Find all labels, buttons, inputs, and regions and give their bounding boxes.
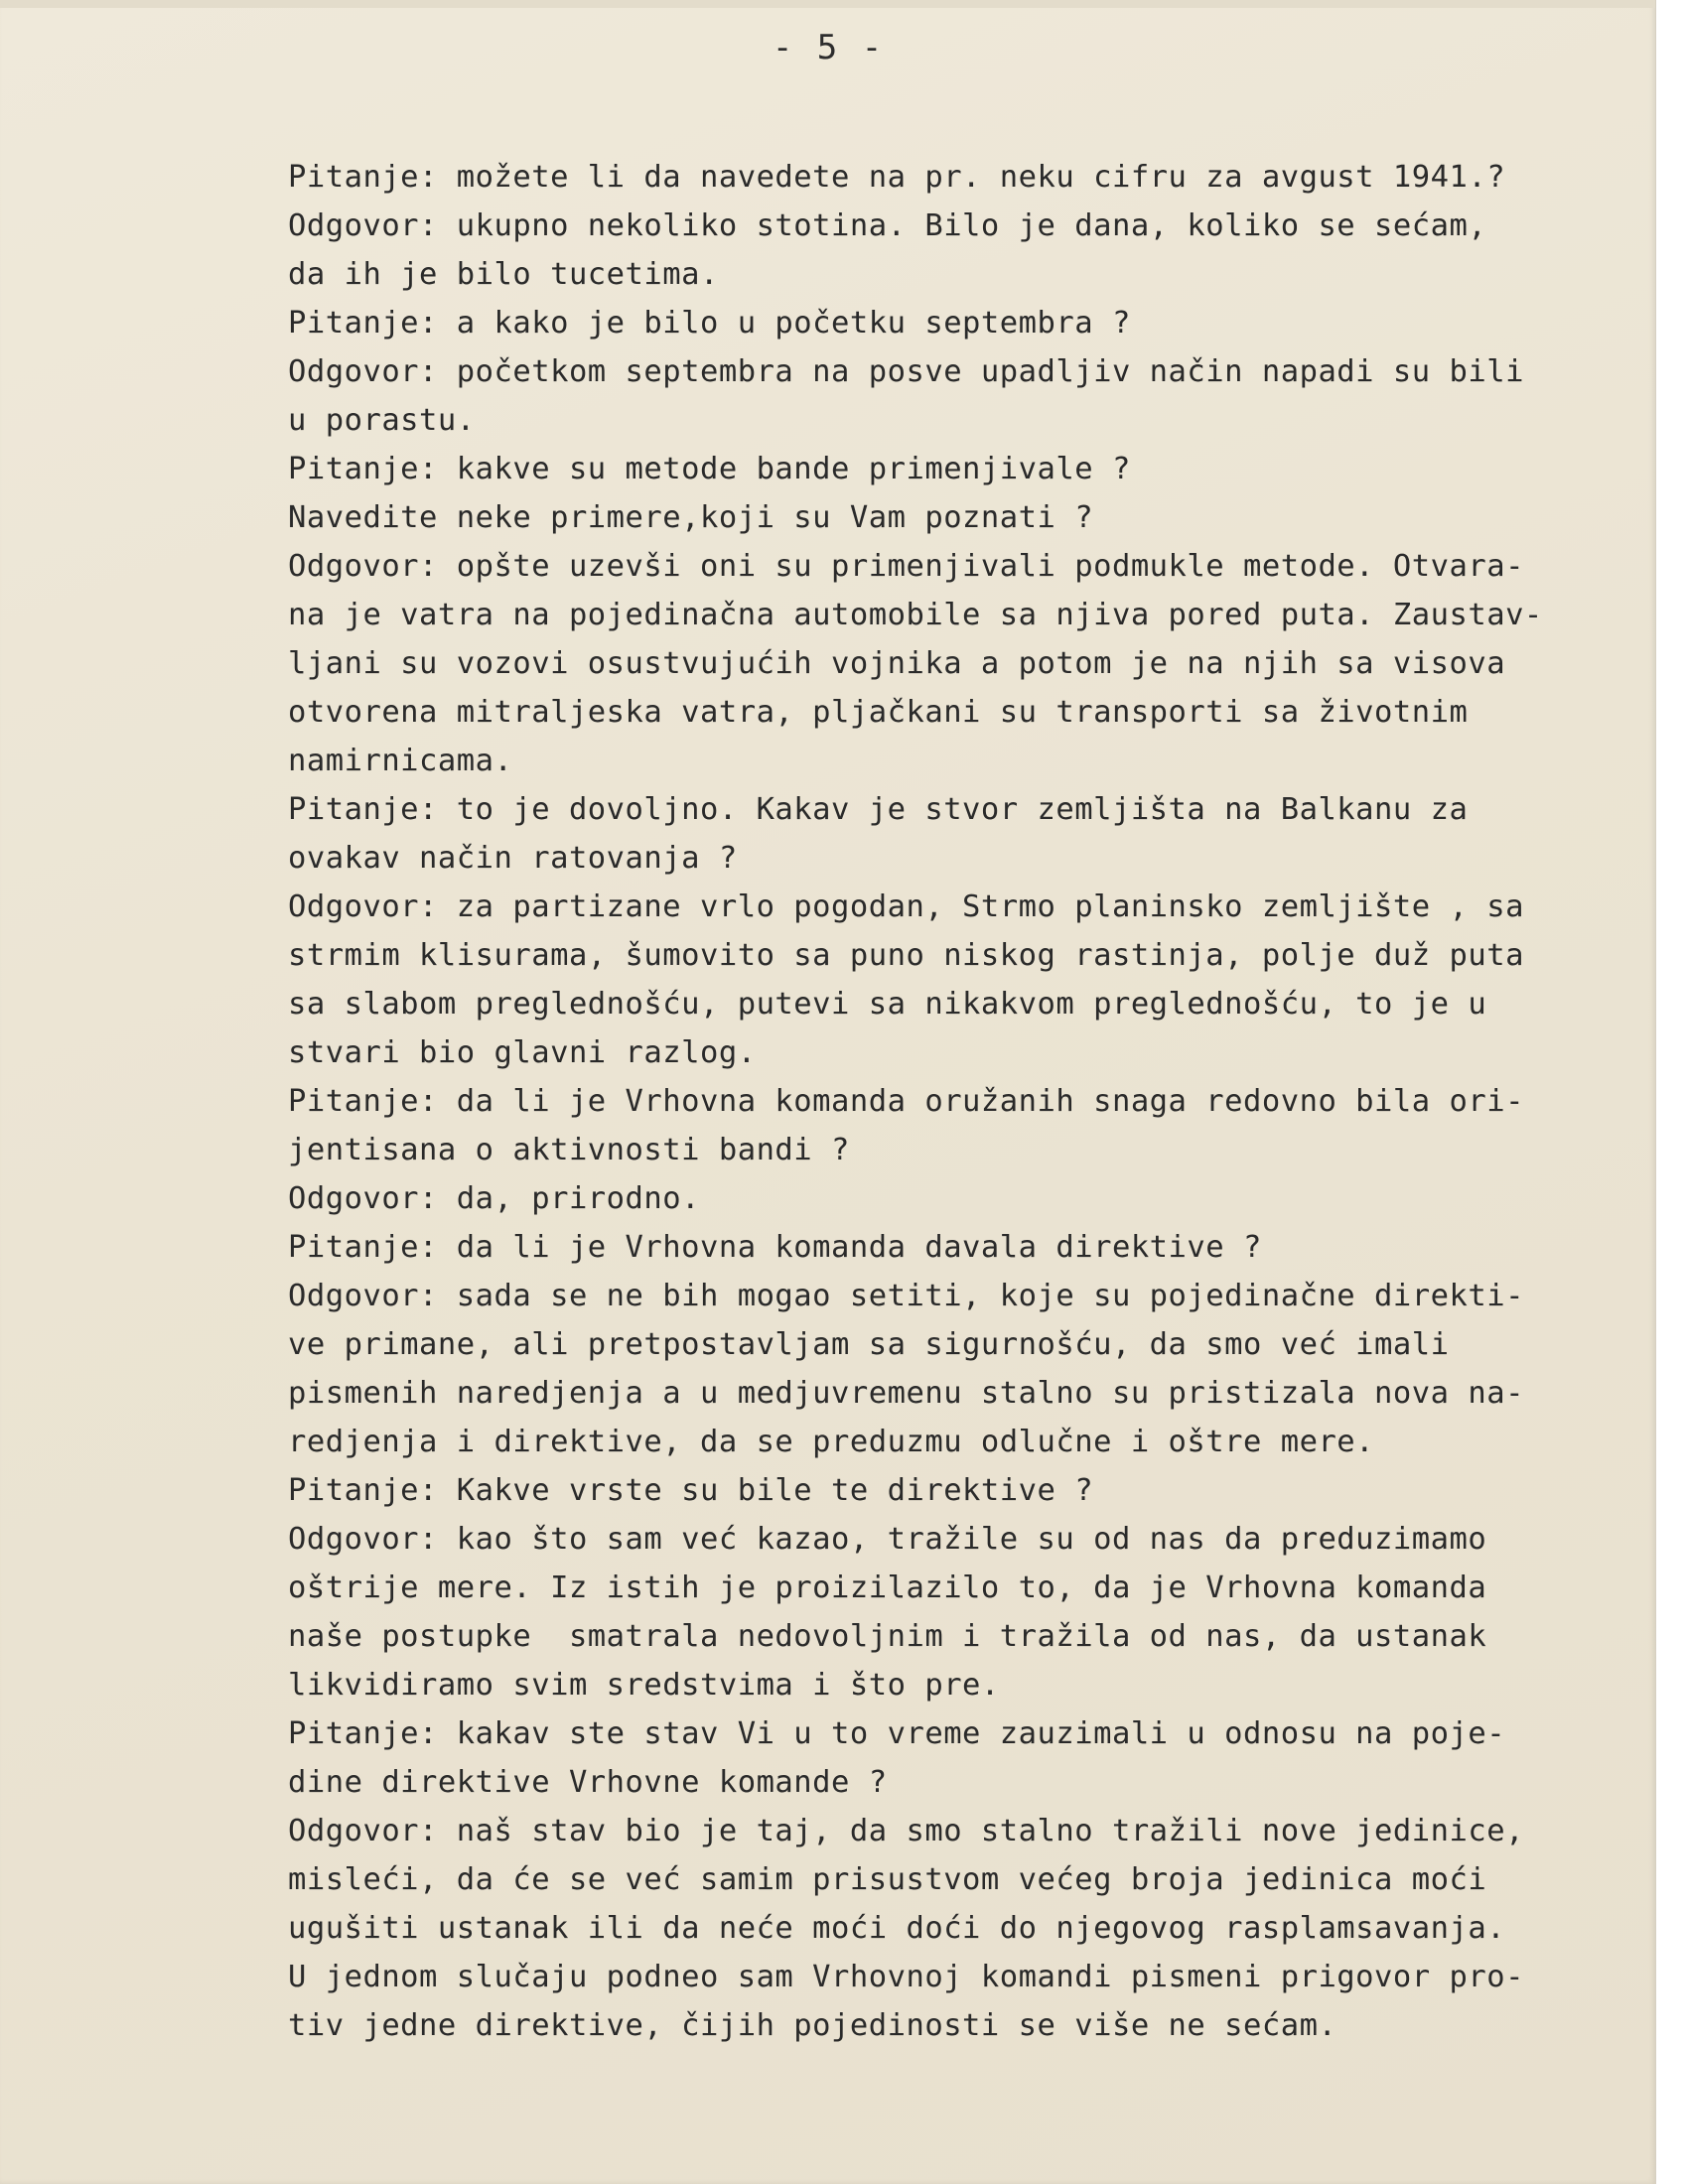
text-line: pismenih naredjenja a u medjuvremenu stalno su pristizala nova na- bbox=[288, 1376, 1524, 1411]
text-line: otvorena mitraljeska vatra, pljačkani su transporti sa životnim bbox=[288, 695, 1469, 730]
text-line: da ih je bilo tucetima. bbox=[288, 257, 719, 292]
text-line: Odgovor: početkom septembra na posve upadljiv način napadi su bili bbox=[288, 354, 1524, 389]
text-line: naše postupke smatrala nedovoljnim i tražila od nas, da ustanak bbox=[288, 1619, 1487, 1654]
text-line: u porastu. bbox=[288, 403, 476, 438]
text-line: Pitanje: Kakve vrste su bile te direktive ? bbox=[288, 1473, 1094, 1508]
text-line: sa slabom preglednošću, putevi sa nikakvom preglednošću, to je u bbox=[288, 987, 1487, 1022]
text-line: Pitanje: da li je Vrhovna komanda oružanih snaga redovno bila ori- bbox=[288, 1084, 1524, 1119]
text-line: na je vatra na pojedinačna automobile sa njiva pored puta. Zaustav- bbox=[288, 598, 1543, 632]
text-line: ovakav način ratovanja ? bbox=[288, 841, 738, 876]
scan-margin bbox=[1655, 0, 1688, 2184]
text-line: jentisana o aktivnosti bandi ? bbox=[288, 1133, 850, 1167]
text-line: dine direktive Vrhovne komande ? bbox=[288, 1765, 888, 1800]
text-line: misleći, da će se već samim prisustvom većeg broja jedinica moći bbox=[288, 1862, 1487, 1897]
text-line: redjenja i direktive, da se preduzmu odlučne i oštre mere. bbox=[288, 1425, 1375, 1459]
text-line: ljani su vozovi osustvujućih vojnika a potom je na njih sa visova bbox=[288, 646, 1506, 681]
page-number: - 5 - bbox=[772, 28, 885, 68]
text-line: namirnicama. bbox=[288, 744, 513, 778]
text-line: Odgovor: opšte uzevši oni su primenjivali podmukle metode. Otvara- bbox=[288, 549, 1524, 584]
text-line: Odgovor: da, prirodno. bbox=[288, 1181, 700, 1216]
text-line: Odgovor: ukupno nekoliko stotina. Bilo je dana, koliko se sećam, bbox=[288, 208, 1487, 243]
text-line: Navedite neke primere,koji su Vam poznati ? bbox=[288, 500, 1094, 535]
text-line: Pitanje: da li je Vrhovna komanda davala direktive ? bbox=[288, 1230, 1262, 1265]
text-line: Odgovor: za partizane vrlo pogodan, Strmo planinsko zemljište , sa bbox=[288, 889, 1524, 924]
text-line: Pitanje: a kako je bilo u početku septembra ? bbox=[288, 306, 1131, 341]
text-line: likvidiramo svim sredstvima i što pre. bbox=[288, 1668, 1000, 1703]
text-line: ve primane, ali pretpostavljam sa sigurnošću, da smo već imali bbox=[288, 1327, 1450, 1362]
text-line: U jednom slučaju podneo sam Vrhovnoj komandi pismeni prigovor pro- bbox=[288, 1960, 1524, 1994]
text-line: stvari bio glavni razlog. bbox=[288, 1035, 757, 1070]
text-line: Pitanje: kakve su metode bande primenjivale ? bbox=[288, 452, 1131, 486]
text-line: Odgovor: naš stav bio je taj, da smo stalno tražili nove jedinice, bbox=[288, 1814, 1524, 1848]
text-line: Pitanje: to je dovoljno. Kakav je stvor zemljišta na Balkanu za bbox=[288, 792, 1469, 827]
text-line: Pitanje: možete li da navedete na pr. neku cifru za avgust 1941.? bbox=[288, 160, 1506, 195]
text-line: strmim klisurama, šumovito sa puno niskog rastinja, polje duž puta bbox=[288, 938, 1524, 973]
text-line: Pitanje: kakav ste stav Vi u to vreme zauzimali u odnosu na poje- bbox=[288, 1716, 1506, 1751]
text-line: ugušiti ustanak ili da neće moći doći do njegovog rasplamsavanja. bbox=[288, 1911, 1506, 1946]
paper-top-edge bbox=[0, 0, 1656, 8]
text-line: oštrije mere. Iz istih je proizilazilo to, da je Vrhovna komanda bbox=[288, 1570, 1487, 1605]
text-line: Odgovor: kao što sam već kazao, tražile su od nas da preduzimamo bbox=[288, 1522, 1487, 1557]
typewritten-body bbox=[288, 153, 1648, 2050]
text-line: Odgovor: sada se ne bih mogao setiti, koje su pojedinačne direkti- bbox=[288, 1279, 1524, 1313]
text-line: tiv jedne direktive, čijih pojedinosti se više ne sećam. bbox=[288, 2008, 1337, 2043]
